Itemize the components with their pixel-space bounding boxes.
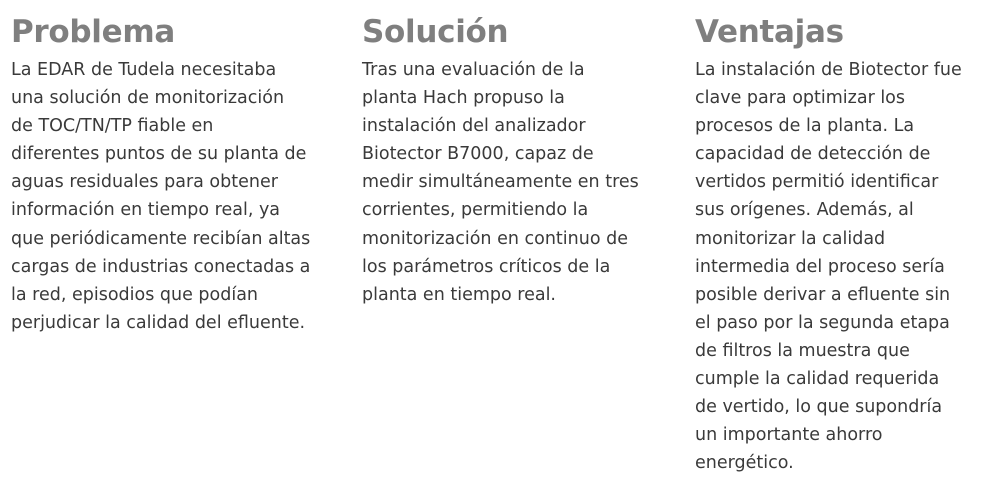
ventajas-line: de filtros la muestra que xyxy=(695,340,910,361)
ventajas-line: posible derivar a efluente sin xyxy=(695,284,951,305)
solucion-line: planta Hach propuso la xyxy=(362,88,565,109)
problema-line: información en tiempo real, ya xyxy=(11,200,281,221)
ventajas-line: un importante ahorro xyxy=(695,425,883,446)
solucion-line: instalación del analizador xyxy=(362,116,586,137)
solucion-line: corrientes, permitiendo la xyxy=(362,200,589,221)
ventajas-line: capacidad de detección de xyxy=(695,144,931,165)
ventajas-heading: Ventajas xyxy=(695,14,844,50)
problema-line: aguas residuales para obtener xyxy=(11,172,278,193)
solucion-line: Biotector B7000, capaz de xyxy=(362,144,594,165)
solucion-text xyxy=(362,56,672,309)
solucion-line: monitorización en continuo de xyxy=(362,228,628,249)
problema-line: la red, episodios que podían xyxy=(11,284,259,305)
ventajas-line: el paso por la segunda etapa xyxy=(695,312,950,333)
ventajas-column xyxy=(695,10,1000,477)
ventajas-line: monitorizar la calidad xyxy=(695,228,886,249)
problema-text xyxy=(11,56,351,337)
solucion-line: medir simultáneamente en tres xyxy=(362,172,639,193)
ventajas-line: sus orígenes. Además, al xyxy=(695,200,914,221)
ventajas-text xyxy=(695,56,1000,477)
problema-column xyxy=(11,10,351,337)
ventajas-line: vertidos permitió identificar xyxy=(695,172,939,193)
solucion-line: planta en tiempo real. xyxy=(362,284,556,305)
ventajas-line: de vertido, lo que supondría xyxy=(695,397,943,418)
problema-line: cargas de industrias conectadas a xyxy=(11,256,311,277)
ventajas-line: intermedia del proceso sería xyxy=(695,256,945,277)
solucion-line: Tras una evaluación de la xyxy=(362,60,585,80)
ventajas-line: La instalación de Biotector fue xyxy=(695,60,962,80)
problema-line: diferentes puntos de su planta de xyxy=(11,144,307,165)
ventajas-line: cumple la calidad requerida xyxy=(695,369,940,390)
solucion-heading: Solución xyxy=(362,14,509,50)
problema-line: que periódicamente recibían altas xyxy=(11,228,311,249)
solucion-column xyxy=(362,10,672,309)
problema-heading: Problema xyxy=(11,14,175,50)
problema-line: una solución de monitorización xyxy=(11,88,285,109)
ventajas-line: energético. xyxy=(695,453,794,474)
ventajas-line: procesos de la planta. La xyxy=(695,116,915,137)
problema-line: de TOC/TN/TP fiable en xyxy=(11,116,214,137)
problema-line: perjudicar la calidad del efluente. xyxy=(11,312,306,333)
solucion-line: los parámetros críticos de la xyxy=(362,256,611,277)
problema-line: La EDAR de Tudela necesitaba xyxy=(11,60,277,80)
ventajas-line: clave para optimizar los xyxy=(695,88,906,109)
